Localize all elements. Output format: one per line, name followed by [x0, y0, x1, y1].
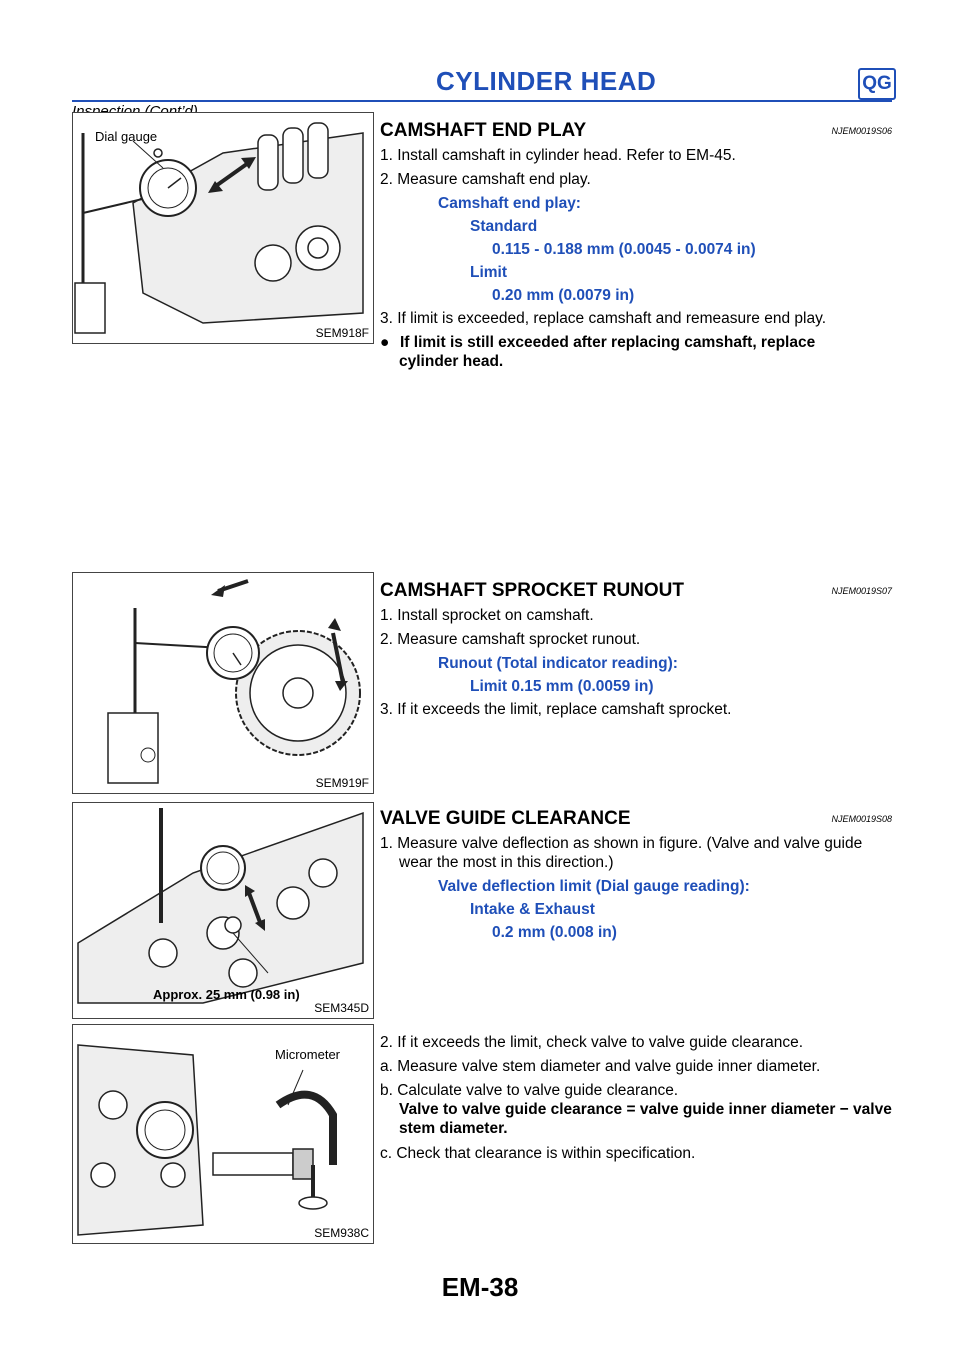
spec-title: Valve deflection limit (Dial gauge reading): — [438, 878, 750, 895]
spec-value: Limit 0.15 mm (0.0059 in) — [470, 678, 654, 695]
page-title: CYLINDER HEAD — [436, 66, 657, 96]
step-text: 3. If it exceeds the limit, replace camshaft sprocket. — [380, 701, 732, 718]
step-text: 1. Install camshaft in cylinder head. Refer to EM-45. — [380, 147, 736, 164]
illustration-sprocket-runout — [73, 573, 373, 793]
figure-code: SEM345D — [314, 1001, 369, 1015]
section-valve-guide-clearance — [380, 808, 892, 946]
figure-sprocket-runout — [72, 572, 374, 794]
spec-value: 0.20 mm (0.0079 in) — [492, 287, 635, 304]
step-text: 3. If limit is exceeded, replace camshaft and remeasure end play. — [380, 310, 826, 327]
figure-label-micrometer: Micrometer — [275, 1047, 341, 1062]
spec-title: Camshaft end play: — [438, 195, 581, 212]
step-text: 2. Measure camshaft end play. — [380, 171, 591, 188]
illustration-dial-gauge-camshaft — [73, 113, 373, 343]
figure-valve-deflection — [72, 802, 374, 1019]
step-text: 2. Measure camshaft sprocket runout. — [380, 631, 641, 648]
section-heading — [380, 120, 892, 142]
figure-label-dial-gauge: Dial gauge — [95, 129, 158, 144]
step-text: c. Check that clearance is within specification. — [380, 1145, 696, 1162]
figure-camshaft-end-play — [72, 112, 374, 344]
step-text: 1. Measure valve deflection as shown in figure. (Valve and valve guide wear the most in this direction.) — [380, 835, 863, 871]
section-title: CAMSHAFT SPROCKET RUNOUT — [380, 580, 684, 601]
step-text: 1. Install sprocket on camshaft. — [380, 607, 594, 624]
page-number: EM-38 — [441, 1272, 519, 1302]
step-text: a. Measure valve stem diameter and valve guide inner diameter. — [380, 1058, 821, 1075]
bullet-icon: ● — [380, 334, 390, 351]
bullet-text: If limit is still exceeded after replacing camshaft, replace — [400, 334, 816, 351]
bullet-text-continued: cylinder head. — [399, 353, 504, 370]
figure-label-approx: Approx. 25 mm (0.98 in) — [153, 987, 300, 1002]
figure-valve-stem-micrometer — [72, 1024, 374, 1244]
section-valve-guide-clearance-cont — [380, 1030, 892, 1168]
formula-text: Valve to valve guide clearance = valve guide inner diameter − valve stem diameter. — [399, 1101, 892, 1137]
section-camshaft-end-play — [380, 120, 892, 371]
spec-title: Runout (Total indicator reading): — [438, 655, 678, 672]
illustration-valve-deflection — [73, 803, 373, 1018]
engine-badge: QG — [858, 68, 896, 100]
figure-code: SEM919F — [315, 776, 369, 790]
section-ref-code: NJEM0019S07 — [831, 586, 892, 596]
figure-code: SEM918F — [315, 326, 369, 340]
section-heading — [380, 808, 892, 830]
section-ref-code: NJEM0019S06 — [831, 126, 892, 136]
figure-code: SEM938C — [314, 1226, 369, 1240]
bullet-note — [380, 333, 892, 352]
section-sprocket-runout — [380, 580, 892, 724]
spec-value: 0.115 - 0.188 mm (0.0045 - 0.0074 in) — [492, 241, 756, 258]
section-heading — [380, 580, 892, 602]
section-title: CAMSHAFT END PLAY — [380, 120, 587, 141]
spec-label: Standard — [470, 218, 538, 235]
spec-label: Intake & Exhaust — [470, 901, 595, 918]
step-text: b. Calculate valve to valve guide clearance. — [380, 1082, 679, 1099]
spec-value: 0.2 mm (0.008 in) — [492, 924, 617, 941]
step-text: 2. If it exceeds the limit, check valve to valve guide clearance. — [380, 1034, 804, 1051]
header-rule — [72, 100, 892, 102]
spec-label: Limit — [470, 264, 508, 281]
section-ref-code: NJEM0019S08 — [831, 814, 892, 824]
section-title: VALVE GUIDE CLEARANCE — [380, 808, 631, 829]
